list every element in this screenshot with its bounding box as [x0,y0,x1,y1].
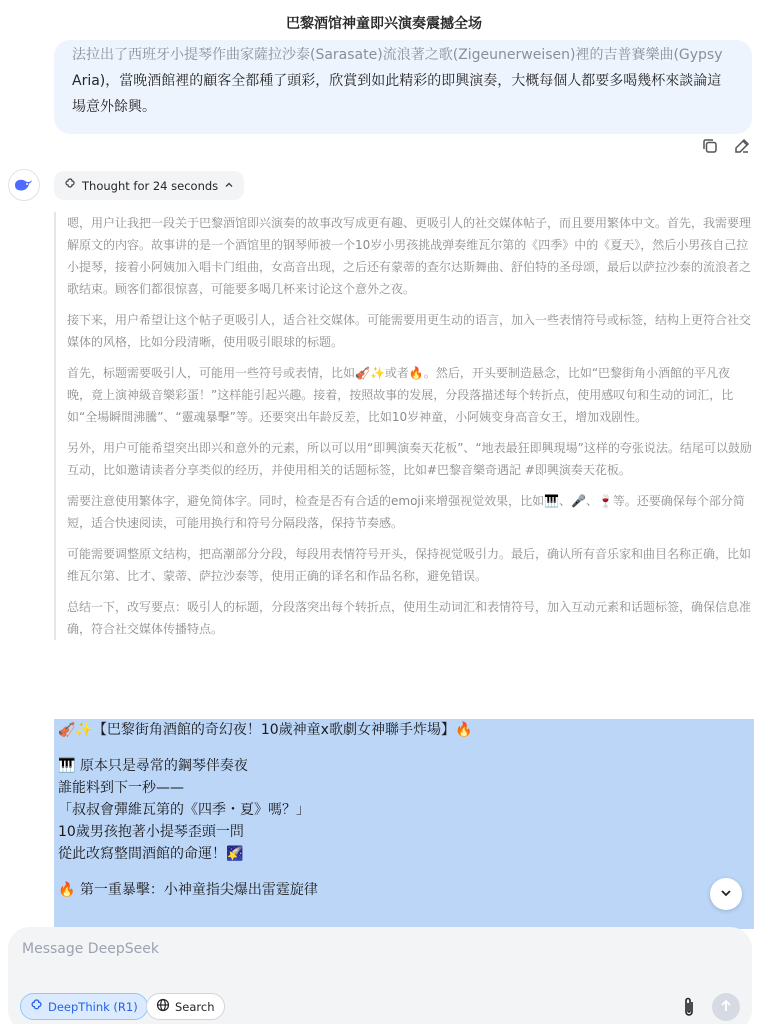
answer-spacer [58,865,750,879]
answer-line: 誰能料到下一秒—— [58,780,184,796]
deepseek-whale-icon [8,169,40,201]
answer-heading: 🎻✨【巴黎街角酒館的奇幻夜！10歲神童x歌劇女神聯手炸場】🔥 [58,722,473,738]
thinking-paragraph: 另外，用户可能希望突出即兴和意外的元素，所以可以用“即興演奏天花板”、“地表最狂即興現場”这样的夸张说法。结尾可以鼓励互动，比如邀请读者分享类似的经历，并使用相关的话题标签，比如#巴黎音樂奇遇記 #即興演奏天花板。 [67,441,752,477]
globe-icon [156,998,170,1015]
user-message-line: 法拉出了西班牙小提琴作曲家薩拉沙泰(Sarasate)流浪著之歌(Zigeunerweisen)裡的吉普賽樂曲(Gypsy [72,47,723,63]
assistant-answer [54,719,754,929]
send-button[interactable] [712,993,740,1021]
paperclip-icon[interactable] [678,995,700,1019]
deepthink-icon [30,999,43,1015]
thinking-paragraph: 可能需要调整原文结构，把高潮部分分段，每段用表情符号开头，保持视觉吸引力。最后，确认所有音乐家和曲目名称正确，比如维瓦尔第、比才、蒙蒂、萨拉沙泰等，使用正确的译名和作品名称，避免错误。 [67,547,752,583]
user-message-line: 場意外餘興。 [72,99,156,115]
user-message-line: Aria)，當晚酒館裡的顧客全都種了頭彩，欣賞到如此精彩的即興演奏，大概每個人都要多喝幾杯來談論這 [72,73,722,89]
arrow-up-icon [719,998,733,1017]
deepthink-toggle[interactable] [20,993,148,1020]
answer-line: 從此改寫整間酒館的命運！🌠 [58,846,244,862]
answer-line: 🔥 第一重暴擊：小神童指尖爆出雷霆旋律 [58,882,318,898]
chat-title: 巴黎酒馆神童即兴演奏震撼全场 [286,16,482,32]
thought-toggle[interactable] [54,171,244,200]
thinking-paragraph: 总结一下，改写要点：吸引人的标题，分段落突出每个转折点，使用生动词汇和表情符号，加入互动元素和话题标签，确保信息准确，符合社交媒体传播特点。 [67,600,752,636]
search-label: Search [175,999,215,1014]
thinking-paragraph: 首先，标题需要吸引人，可能用一些符号或表情，比如🎻✨或者🔥。然后，开头要制造悬念，比如“巴黎街角小酒館的平凡夜晚，竟上演神級音樂彩蛋！”这样能引起兴趣。接着，按照故事的发展，分段落描述每个转折点，使用感叹句和生动的词汇，比如“全場瞬間沸騰”、“靈魂暴擊”等。还要突出年龄反差，比如10岁神童，小阿姨变身高音女王，增加戏剧性。 [67,366,734,424]
answer-line: 🎹 原本只是尋常的鋼琴伴奏夜 [58,758,248,774]
copy-icon[interactable] [700,136,720,156]
thinking-paragraph: 需要注意使用繁体字，避免简体字。同时，检查是否有合适的emoji来增强视觉效果，比如🎹、🎤、🍷等。还要确保每个部分简短，适合快速阅读，可能用换行和符号分隔段落，保持节奏感。 [67,494,745,530]
message-actions [700,136,752,156]
thought-icon [64,178,76,193]
thought-label: Thought for 24 seconds [82,178,219,193]
deepthink-label: DeepThink (R1) [48,999,138,1014]
answer-line: 「叔叔會彈維瓦第的《四季・夏》嗎？」 [58,802,310,818]
search-toggle[interactable] [146,993,225,1020]
user-message-bubble [54,40,752,134]
scroll-down-button[interactable] [710,878,742,910]
edit-icon[interactable] [732,136,752,156]
thinking-paragraph: 嗯，用户让我把一段关于巴黎酒馆即兴演奏的故事改写成更有趣、更吸引人的社交媒体帖子，而且要用繁体中文。首先，我需要理解原文的内容。故事讲的是一个酒馆里的钢琴师被一个10岁小男孩挑战弹奏维瓦尔第的《四季》中的《夏天》，然后小男孩自己拉小提琴，接着小阿姨加入唱卡门组曲，女高音出现，之后还有蒙蒂的查尔达斯舞曲、舒伯特的圣母颂，最后以萨拉沙泰的流浪者之歌结束。顾客们都很惊喜，可能要多喝几杯来讨论这个意外之夜。 [67,216,752,296]
thinking-content [54,212,754,640]
chevron-up-icon [224,179,234,193]
message-input[interactable]: Message DeepSeek [22,941,159,957]
message-composer [8,927,752,1024]
answer-spacer [58,741,750,755]
chevron-down-icon [719,885,733,904]
thinking-paragraph: 接下来，用户希望让这个帖子更吸引人，适合社交媒体。可能需要用更生动的语言，加入一些表情符号或标签，结构上更符合社交媒体的风格，比如分段清晰，使用吸引眼球的标题。 [67,313,752,349]
answer-line: 10歲男孩抱著小提琴歪頭一問 [58,824,244,840]
